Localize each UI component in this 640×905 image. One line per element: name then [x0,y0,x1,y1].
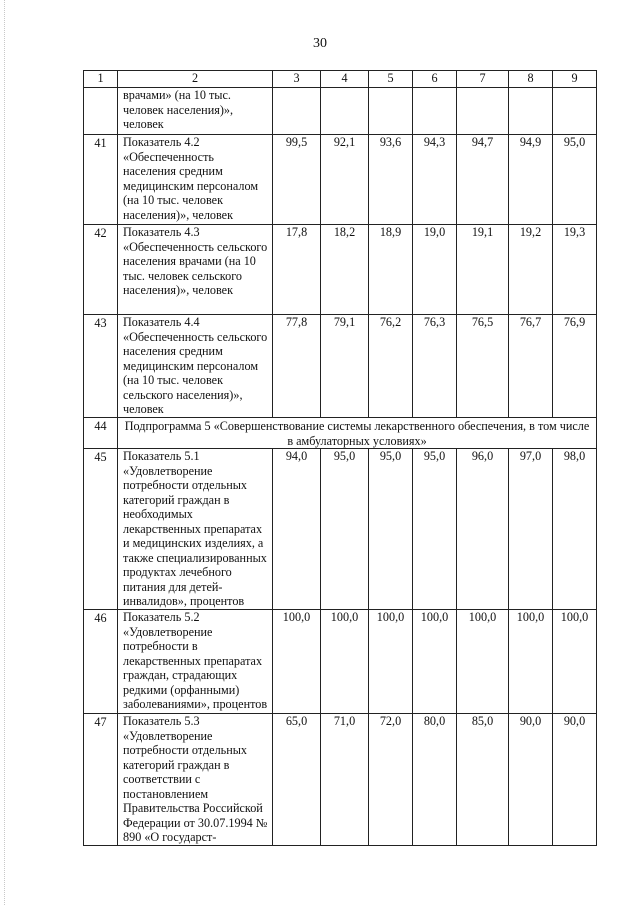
value-cell [553,88,597,135]
value-cell: 94,0 [273,449,321,610]
value-cell: 65,0 [273,714,321,846]
value-cell: 92,1 [321,135,369,225]
value-cell: 19,2 [509,225,553,315]
value-cell: 72,0 [369,714,413,846]
value-cell: 94,7 [457,135,509,225]
value-cell: 85,0 [457,714,509,846]
indicator-name: Показатель 5.1 «Удовлетворение потребности отдельных категорий граждан в необходимых лекарственных препаратах и медицинских изделиях, а также специализированных продуктах лечебного питания для детей-инвалидов», процентов [118,449,273,610]
value-cell [413,88,457,135]
row-number [84,88,118,135]
value-cell [509,88,553,135]
table-row [84,449,597,610]
row-number: 47 [84,714,118,846]
indicator-name: Показатель 4.2 «Обеспеченность населения средним медицинским персоналом (на 10 тыс. человек населения)», человек [118,135,273,225]
value-cell: 76,9 [553,315,597,418]
value-cell: 19,1 [457,225,509,315]
value-cell: 71,0 [321,714,369,846]
value-cell: 100,0 [457,610,509,714]
value-cell: 93,6 [369,135,413,225]
value-cell: 90,0 [553,714,597,846]
value-cell: 99,5 [273,135,321,225]
value-cell: 100,0 [413,610,457,714]
table-row [84,315,597,418]
value-cell [273,88,321,135]
subprogram-row [84,418,597,449]
value-cell: 100,0 [369,610,413,714]
value-cell: 94,9 [509,135,553,225]
value-cell: 18,9 [369,225,413,315]
indicator-name: Показатель 4.3 «Обеспеченность сельского населения врачами (на 10 тыс. человек сельского населения)», человек [118,225,273,315]
value-cell: 100,0 [509,610,553,714]
value-cell: 76,2 [369,315,413,418]
table-row [84,714,597,846]
value-cell: 100,0 [273,610,321,714]
subprogram-title: Подпрограмма 5 «Совершенствование системы лекарственного обеспечения, в том числе в амбулаторных условиях» [118,418,597,449]
value-cell: 97,0 [509,449,553,610]
value-cell [457,88,509,135]
table-row [84,135,597,225]
column-header: 9 [553,71,597,88]
row-number: 44 [84,418,118,449]
value-cell: 76,5 [457,315,509,418]
row-number: 43 [84,315,118,418]
value-cell: 19,0 [413,225,457,315]
column-header: 8 [509,71,553,88]
table-header-row [84,71,597,88]
value-cell: 18,2 [321,225,369,315]
value-cell: 79,1 [321,315,369,418]
indicator-name: Показатель 5.2 «Удовлетворение потребности в лекарственных препаратах граждан, страдающих редкими (орфанными) заболеваниями», процентов [118,610,273,714]
value-cell: 95,0 [413,449,457,610]
value-cell: 77,8 [273,315,321,418]
row-number: 41 [84,135,118,225]
value-cell: 94,3 [413,135,457,225]
value-cell: 100,0 [321,610,369,714]
value-cell: 76,7 [509,315,553,418]
indicator-name: Показатель 4.4 «Обеспеченность сельского населения средним медицинским персоналом (на 10 тыс. человек сельского населения)», человек [118,315,273,418]
indicator-name: Показатель 5.3 «Удовлетворение потребности отдельных категорий граждан в соответствии с постановлением Правительства Российской Федерации от 30.07.1994 № 890 «О государст- [118,714,273,846]
column-header: 5 [369,71,413,88]
value-cell: 95,0 [321,449,369,610]
value-cell [321,88,369,135]
value-cell: 80,0 [413,714,457,846]
page-number: 30 [313,36,327,51]
row-number: 45 [84,449,118,610]
table-row [84,88,597,135]
indicator-name: врачами» (на 10 тыс. человек населения)», человек [118,88,273,135]
indicators-table [83,70,597,846]
value-cell: 17,8 [273,225,321,315]
column-header: 4 [321,71,369,88]
value-cell: 90,0 [509,714,553,846]
row-number: 46 [84,610,118,714]
column-header: 6 [413,71,457,88]
value-cell [369,88,413,135]
column-header: 3 [273,71,321,88]
table-row [84,610,597,714]
column-header: 7 [457,71,509,88]
scan-edge-dots [4,0,7,905]
column-header: 1 [84,71,118,88]
value-cell: 95,0 [553,135,597,225]
value-cell: 95,0 [369,449,413,610]
row-number: 42 [84,225,118,315]
value-cell: 100,0 [553,610,597,714]
value-cell: 96,0 [457,449,509,610]
value-cell: 98,0 [553,449,597,610]
table-row [84,225,597,315]
value-cell: 76,3 [413,315,457,418]
value-cell: 19,3 [553,225,597,315]
column-header: 2 [118,71,273,88]
